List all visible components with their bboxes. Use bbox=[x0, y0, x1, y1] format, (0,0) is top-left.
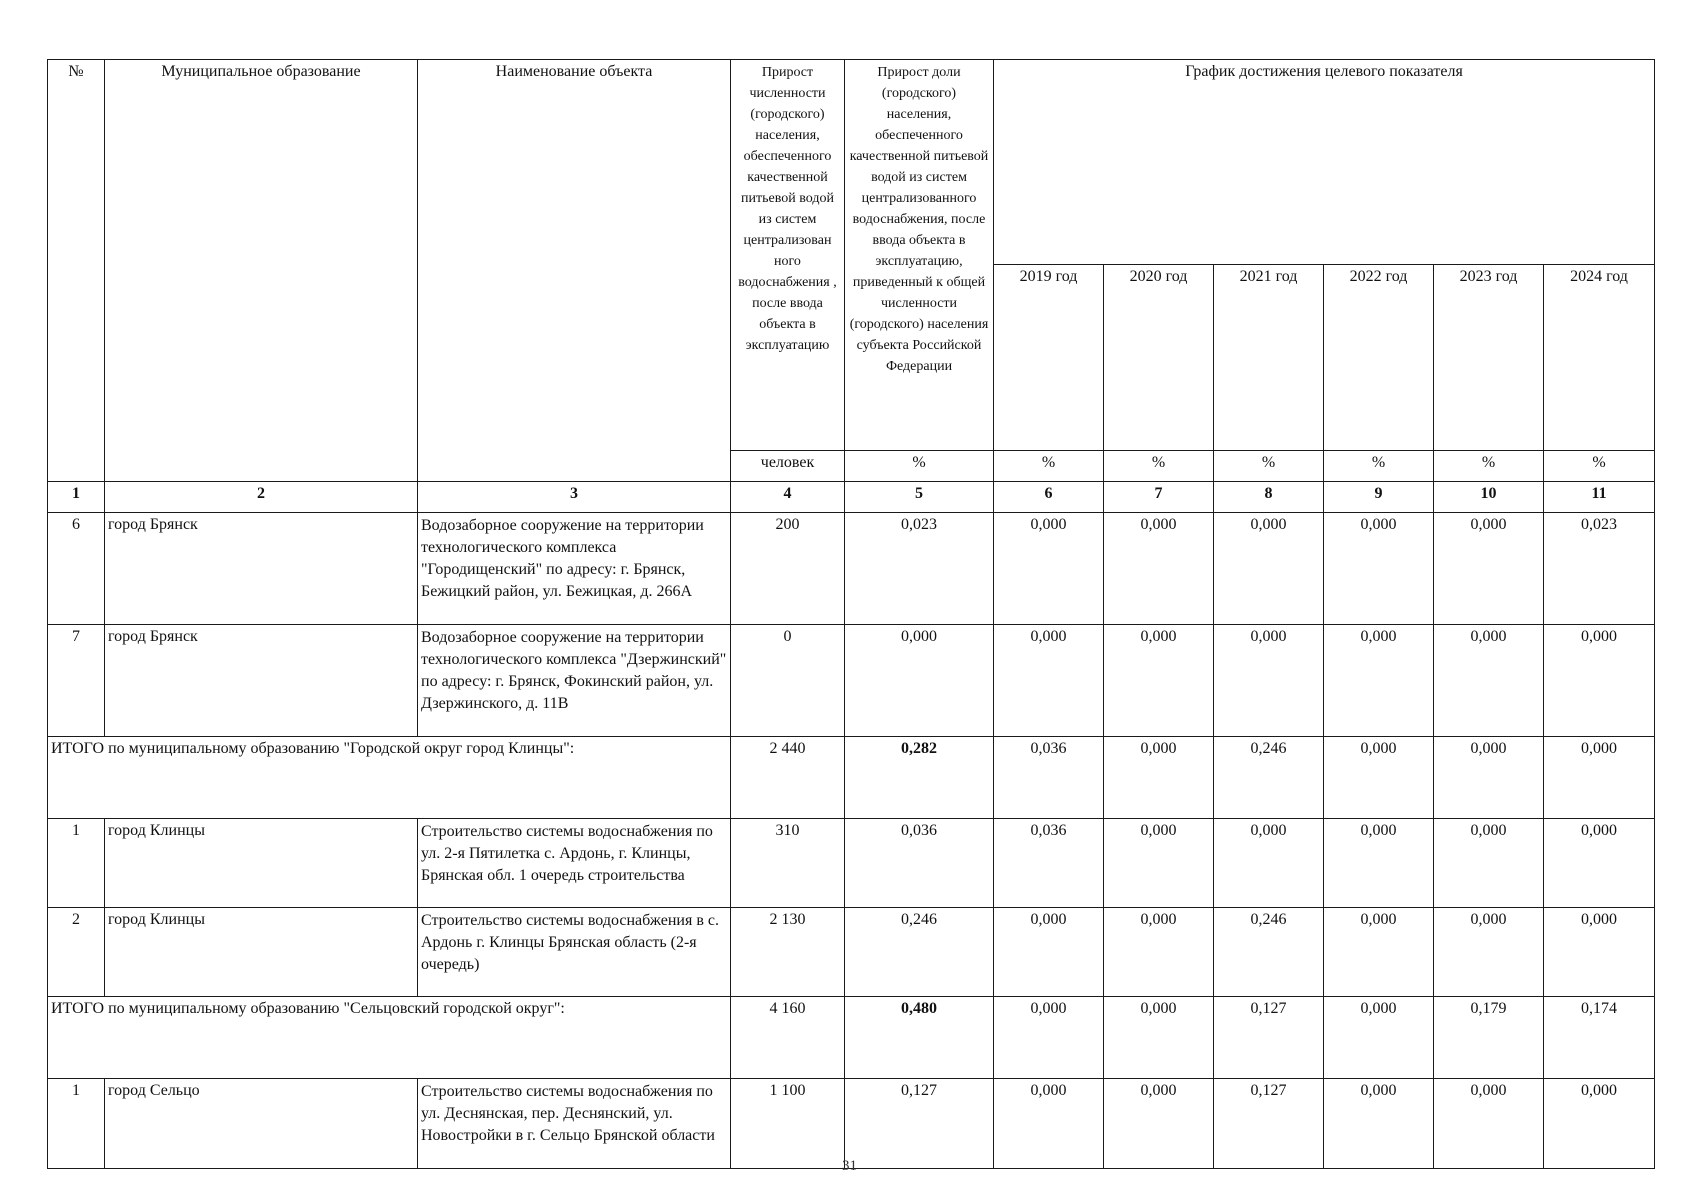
row-year-value: 0,000 bbox=[1104, 1079, 1214, 1169]
total-year-value: 0,000 bbox=[1434, 737, 1544, 819]
row-year-value: 0,000 bbox=[1434, 1079, 1544, 1169]
col-number: 7 bbox=[1104, 482, 1214, 513]
total-year-value: 0,246 bbox=[1214, 737, 1324, 819]
row-object: Водозаборное сооружение на территории технологического комплекса "Городищенский" по адресу: г. Брянск, Бежицкий район, ул. Бежицкая, д. 266А bbox=[418, 513, 731, 625]
total-year-value: 0,036 bbox=[994, 737, 1104, 819]
col-number: 3 bbox=[418, 482, 731, 513]
col-number: 8 bbox=[1214, 482, 1324, 513]
table-row bbox=[48, 513, 1655, 625]
header-year: 2023 год bbox=[1434, 265, 1544, 451]
total-year-value: 0,179 bbox=[1434, 997, 1544, 1079]
row-share: 0,127 bbox=[845, 1079, 994, 1169]
col-number: 6 bbox=[994, 482, 1104, 513]
row-share: 0,036 bbox=[845, 819, 994, 908]
row-object: Строительство системы водоснабжения по ул. 2-я Пятилетка с. Ардонь, г. Клинцы, Брянская обл. 1 очередь строительства bbox=[418, 819, 731, 908]
table-row bbox=[48, 1079, 1655, 1169]
row-year-value: 0,000 bbox=[994, 1079, 1104, 1169]
row-no: 1 bbox=[48, 819, 105, 908]
row-year-value: 0,000 bbox=[1544, 908, 1655, 997]
row-object: Строительство системы водоснабжения по ул. Деснянская, пер. Деснянский, ул. Новостройки в г. Сельцо Брянской области bbox=[418, 1079, 731, 1169]
row-year-value: 0,246 bbox=[1214, 908, 1324, 997]
row-no: 1 bbox=[48, 1079, 105, 1169]
row-no: 7 bbox=[48, 625, 105, 737]
col-number: 11 bbox=[1544, 482, 1655, 513]
table-row bbox=[48, 819, 1655, 908]
row-year-value: 0,000 bbox=[994, 513, 1104, 625]
row-year-value: 0,000 bbox=[1544, 1079, 1655, 1169]
total-year-value: 0,000 bbox=[1104, 737, 1214, 819]
total-people: 4 160 bbox=[731, 997, 845, 1079]
row-share: 0,000 bbox=[845, 625, 994, 737]
total-row bbox=[48, 997, 1655, 1079]
total-label: ИТОГО по муниципальному образованию "Городской округ город Клинцы": bbox=[48, 737, 731, 819]
row-year-value: 0,127 bbox=[1214, 1079, 1324, 1169]
total-label: ИТОГО по муниципальному образованию "Сельцовский городской округ": bbox=[48, 997, 731, 1079]
col-number: 2 bbox=[105, 482, 418, 513]
row-object: Водозаборное сооружение на территории технологического комплекса "Дзержинский" по адресу: г. Брянск, Фокинский район, ул. Дзержинского, д. 11В bbox=[418, 625, 731, 737]
header-growth-people: Прирост численности (городского) населения, обеспеченного качественной питьевой водой из систем централизован ного водоснабжения , после ввода объекта в эксплуатацию bbox=[731, 60, 845, 451]
row-share: 0,246 bbox=[845, 908, 994, 997]
row-municipality: город Сельцо bbox=[105, 1079, 418, 1169]
row-year-value: 0,000 bbox=[994, 625, 1104, 737]
row-no: 2 bbox=[48, 908, 105, 997]
header-no: № bbox=[48, 60, 105, 482]
header-year: 2021 год bbox=[1214, 265, 1324, 451]
col-number: 1 bbox=[48, 482, 105, 513]
unit-pct: % bbox=[845, 451, 994, 482]
row-municipality: город Клинцы bbox=[105, 908, 418, 997]
column-numbers-row bbox=[48, 482, 1655, 513]
header-year: 2019 год bbox=[994, 265, 1104, 451]
row-year-value: 0,000 bbox=[1324, 1079, 1434, 1169]
row-year-value: 0,023 bbox=[1544, 513, 1655, 625]
row-year-value: 0,000 bbox=[1544, 819, 1655, 908]
row-municipality: город Клинцы bbox=[105, 819, 418, 908]
row-year-value: 0,000 bbox=[1324, 513, 1434, 625]
unit-people: человек bbox=[731, 451, 845, 482]
row-people: 200 bbox=[731, 513, 845, 625]
table-row bbox=[48, 625, 1655, 737]
row-year-value: 0,000 bbox=[1324, 908, 1434, 997]
row-year-value: 0,000 bbox=[1214, 513, 1324, 625]
col-number: 10 bbox=[1434, 482, 1544, 513]
row-year-value: 0,000 bbox=[994, 908, 1104, 997]
unit-pct: % bbox=[1324, 451, 1434, 482]
unit-pct: % bbox=[994, 451, 1104, 482]
header-schedule: График достижения целевого показателя bbox=[994, 60, 1655, 265]
row-no: 6 bbox=[48, 513, 105, 625]
header-year: 2022 год bbox=[1324, 265, 1434, 451]
header-municipality: Муниципальное образование bbox=[105, 60, 418, 482]
total-share: 0,480 bbox=[845, 997, 994, 1079]
total-year-value: 0,000 bbox=[1324, 737, 1434, 819]
row-year-value: 0,036 bbox=[994, 819, 1104, 908]
total-people: 2 440 bbox=[731, 737, 845, 819]
row-year-value: 0,000 bbox=[1214, 625, 1324, 737]
row-year-value: 0,000 bbox=[1434, 625, 1544, 737]
row-year-value: 0,000 bbox=[1324, 819, 1434, 908]
total-row bbox=[48, 737, 1655, 819]
row-municipality: город Брянск bbox=[105, 625, 418, 737]
row-object: Строительство системы водоснабжения в с. Ардонь г. Клинцы Брянская область (2-я очередь) bbox=[418, 908, 731, 997]
row-year-value: 0,000 bbox=[1104, 513, 1214, 625]
unit-pct: % bbox=[1544, 451, 1655, 482]
page-number: 31 bbox=[842, 1158, 857, 1174]
total-year-value: 0,000 bbox=[1324, 997, 1434, 1079]
unit-pct: % bbox=[1214, 451, 1324, 482]
row-year-value: 0,000 bbox=[1544, 625, 1655, 737]
indicator-table bbox=[47, 59, 1655, 1169]
col-number: 5 bbox=[845, 482, 994, 513]
row-year-value: 0,000 bbox=[1104, 819, 1214, 908]
row-share: 0,023 bbox=[845, 513, 994, 625]
row-year-value: 0,000 bbox=[1434, 908, 1544, 997]
row-year-value: 0,000 bbox=[1434, 513, 1544, 625]
row-year-value: 0,000 bbox=[1214, 819, 1324, 908]
total-year-value: 0,000 bbox=[1104, 997, 1214, 1079]
unit-pct: % bbox=[1104, 451, 1214, 482]
header-growth-share: Прирост доли (городского) населения, обеспеченного качественной питьевой водой из систем централизованного водоснабжения, после ввода объекта в эксплуатацию, приведенный к общей численности (городского) населения субъекта Российской Федерации bbox=[845, 60, 994, 451]
row-people: 0 bbox=[731, 625, 845, 737]
unit-pct: % bbox=[1434, 451, 1544, 482]
total-year-value: 0,174 bbox=[1544, 997, 1655, 1079]
header-year: 2024 год bbox=[1544, 265, 1655, 451]
row-municipality: город Брянск bbox=[105, 513, 418, 625]
row-year-value: 0,000 bbox=[1104, 625, 1214, 737]
col-number: 9 bbox=[1324, 482, 1434, 513]
col-number: 4 bbox=[731, 482, 845, 513]
row-people: 2 130 bbox=[731, 908, 845, 997]
row-year-value: 0,000 bbox=[1434, 819, 1544, 908]
row-year-value: 0,000 bbox=[1324, 625, 1434, 737]
total-share: 0,282 bbox=[845, 737, 994, 819]
header-object: Наименование объекта bbox=[418, 60, 731, 482]
row-people: 310 bbox=[731, 819, 845, 908]
row-year-value: 0,000 bbox=[1104, 908, 1214, 997]
total-year-value: 0,000 bbox=[994, 997, 1104, 1079]
total-year-value: 0,127 bbox=[1214, 997, 1324, 1079]
header-year: 2020 год bbox=[1104, 265, 1214, 451]
header-row bbox=[48, 60, 1655, 265]
row-people: 1 100 bbox=[731, 1079, 845, 1169]
total-year-value: 0,000 bbox=[1544, 737, 1655, 819]
table-row bbox=[48, 908, 1655, 997]
